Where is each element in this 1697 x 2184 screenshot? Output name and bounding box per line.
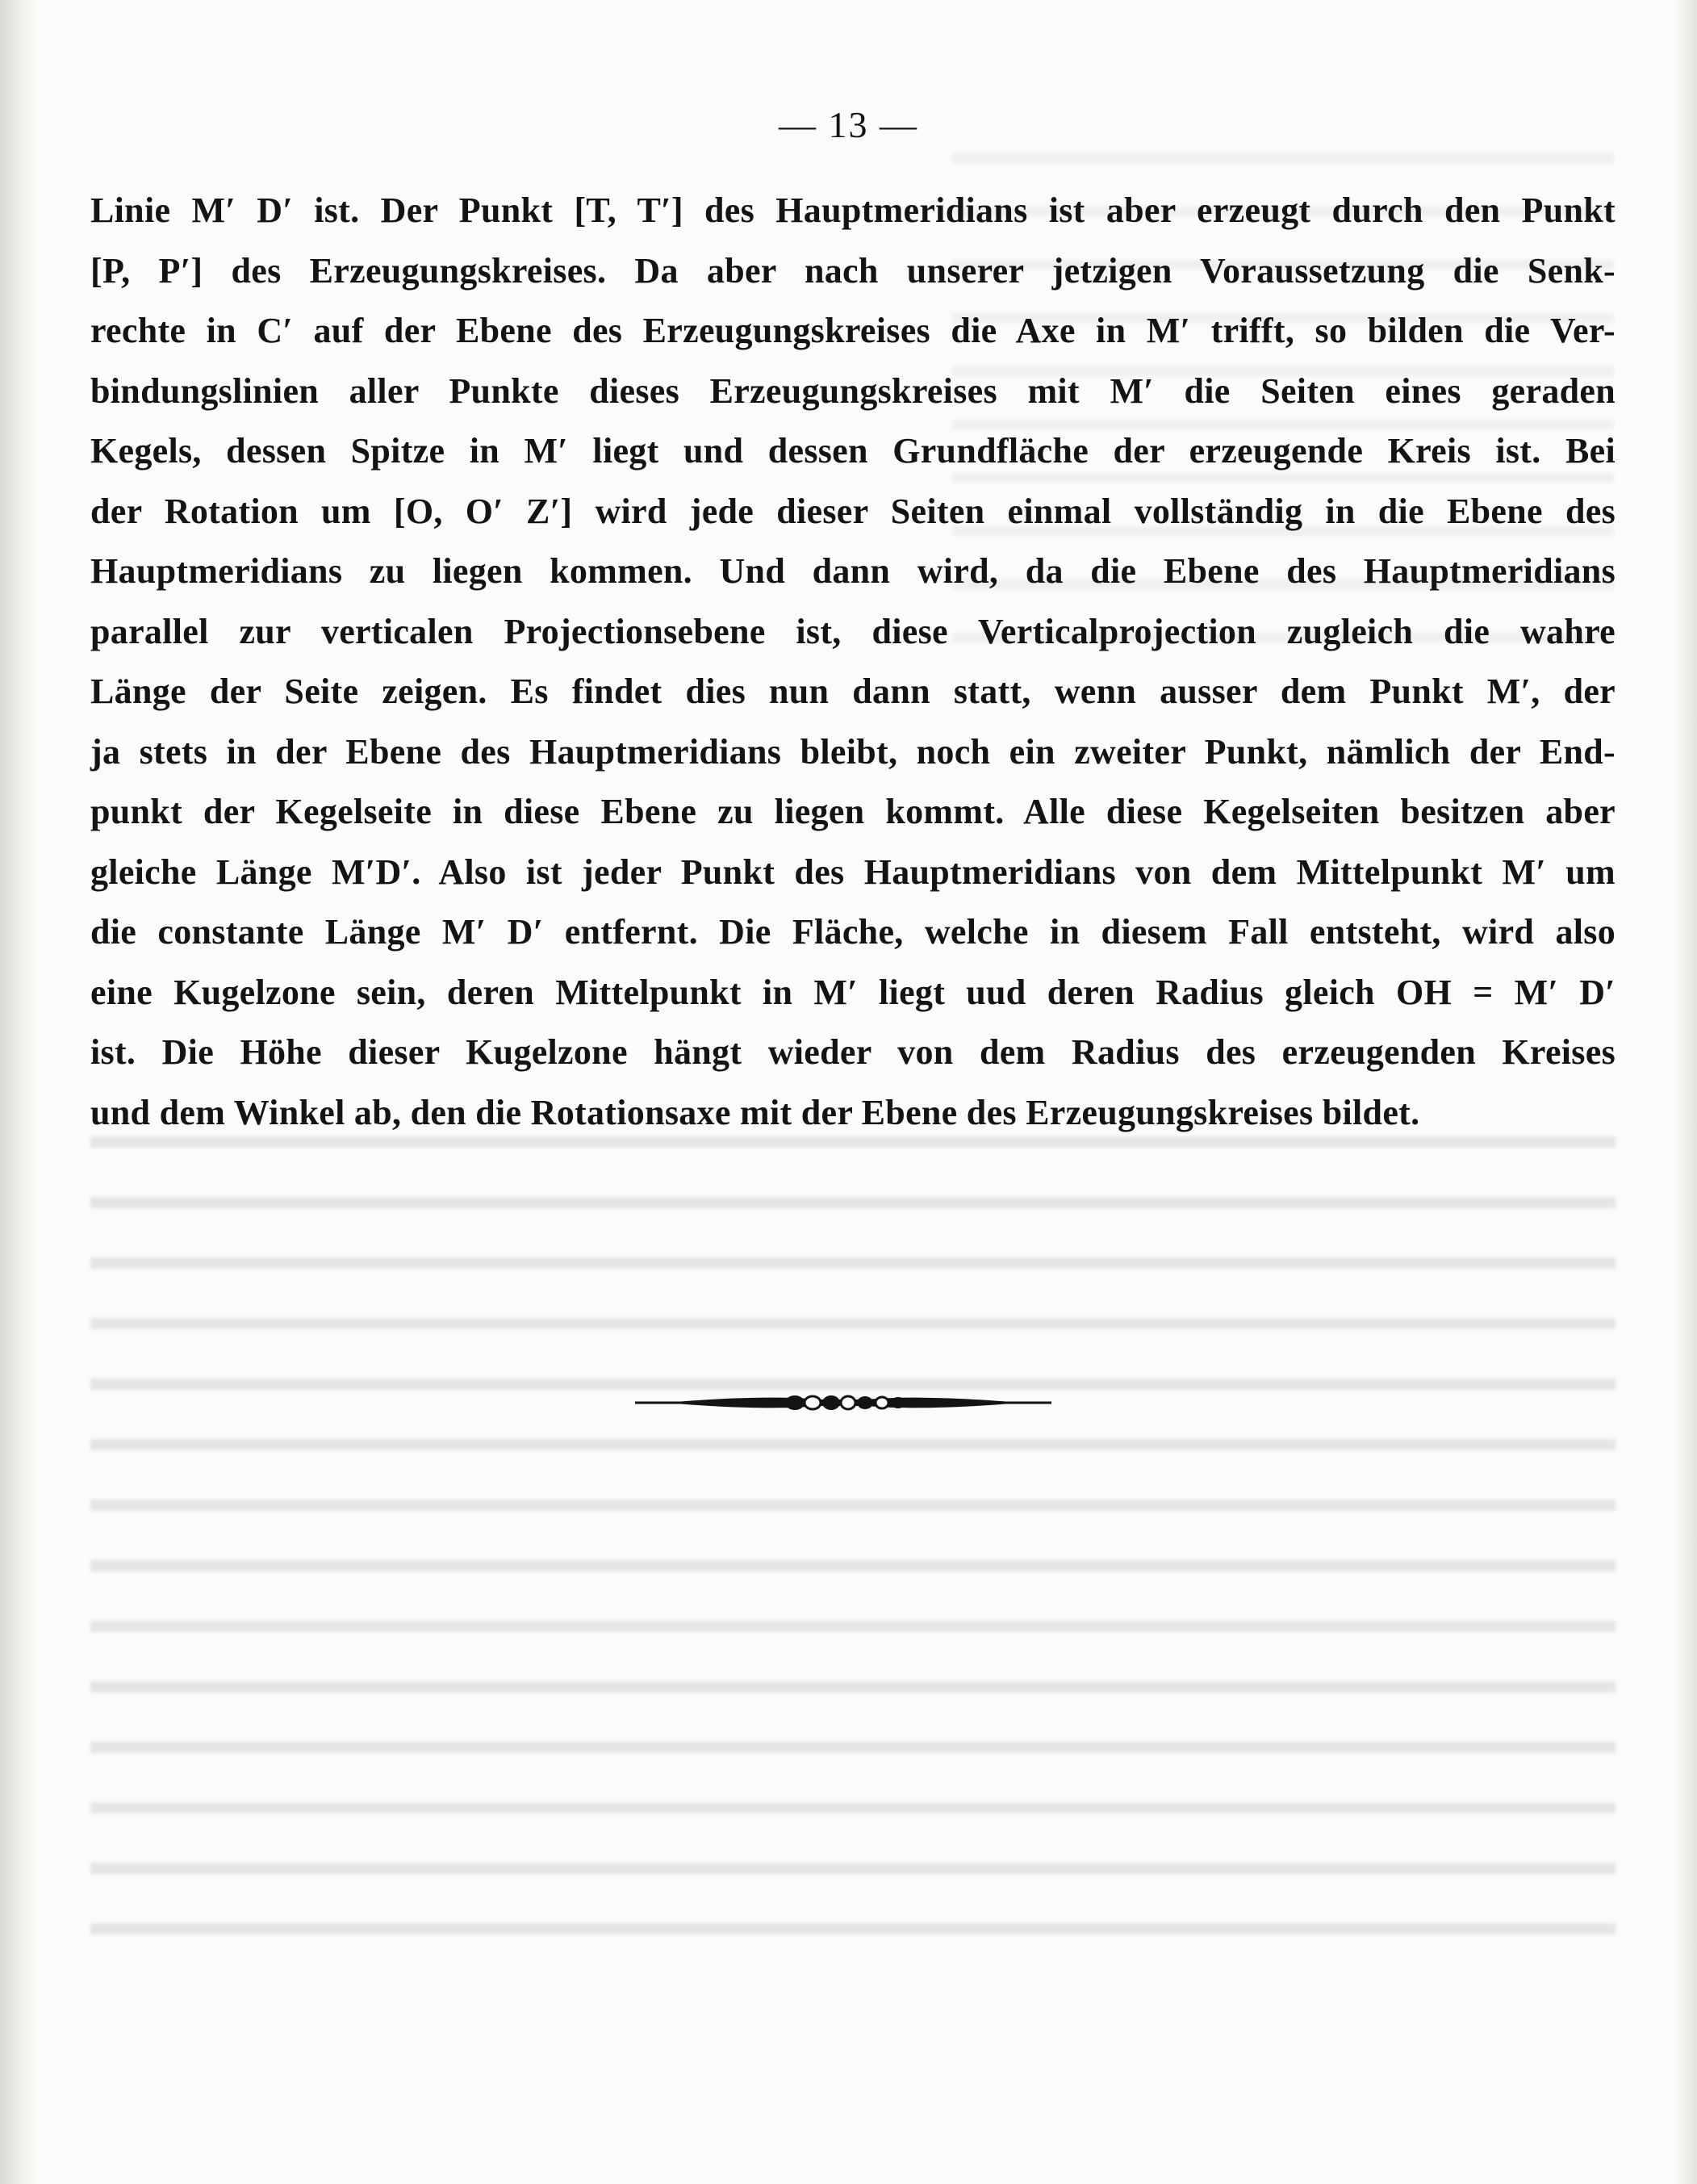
- text-line: gleiche Länge M′D′. Also ist jeder Punkt des Hauptmeridians von dem Mittelpunkt M′ um: [90, 851, 1615, 892]
- text-line: Linie M′ D′ ist. Der Punkt [T, T′] des Hauptmeridians ist aber erzeugt durch den Punkt: [90, 190, 1615, 230]
- page-edge-shadow: [1673, 0, 1697, 2184]
- text-line: eine Kugelzone sein, deren Mittelpunkt in M′ liegt uud deren Radius gleich OH = M′ D′: [90, 972, 1615, 1012]
- text-line: bindungslinien aller Punkte dieses Erzeugungskreises mit M′ die Seiten eines geraden: [90, 370, 1615, 411]
- text-line: [P, P′] des Erzeugungskreises. Da aber nach unserer jetzigen Voraussetzung die Senk-: [90, 250, 1615, 291]
- text-line: ja stets in der Ebene des Hauptmeridians bleibt, noch ein zweiter Punkt, nämlich der End-: [90, 731, 1615, 772]
- text-line: Hauptmeridians zu liegen kommen. Und dann wird, da die Ebene des Hauptmeridians: [90, 551, 1615, 591]
- page-gutter-shadow: [0, 0, 39, 2184]
- text-line: rechte in C′ auf der Ebene des Erzeugungskreises die Axe in M′ trifft, so bilden die Ver-: [90, 311, 1615, 350]
- text-line: der Rotation um [O, O′ Z′] wird jede dieser Seiten einmal vollständig in die Ebene des: [90, 491, 1615, 531]
- body-paragraph: [90, 181, 1615, 1143]
- page-number: — 13 —: [779, 104, 918, 145]
- text-line: parallel zur verticalen Projectionsebene ist, diese Verticalprojection zugleich die wahre: [90, 611, 1615, 651]
- text-line: und dem Winkel ab, den die Rotationsaxe mit der Ebene des Erzeugungskreises bildet.: [90, 1092, 1420, 1132]
- decorative-rule-icon: [633, 1387, 1053, 1419]
- text-line: ist. Die Höhe dieser Kugelzone hängt wieder von dem Radius des erzeugenden Kreises: [90, 1032, 1615, 1072]
- text-line: Kegels, dessen Spitze in M′ liegt und dessen Grundfläche der erzeugende Kreis ist. Bei: [90, 431, 1615, 471]
- text-line: Länge der Seite zeigen. Es findet dies nun dann statt, wenn ausser dem Punkt M′, der: [90, 672, 1615, 711]
- text-line: die constante Länge M′ D′ entfernt. Die Fläche, welche in diesem Fall entsteht, wird also: [90, 912, 1615, 952]
- text-line: punkt der Kegelseite in diese Ebene zu liegen kommt. Alle diese Kegelseiten besitzen aber: [90, 792, 1615, 831]
- show-through-text: [90, 1106, 1615, 1961]
